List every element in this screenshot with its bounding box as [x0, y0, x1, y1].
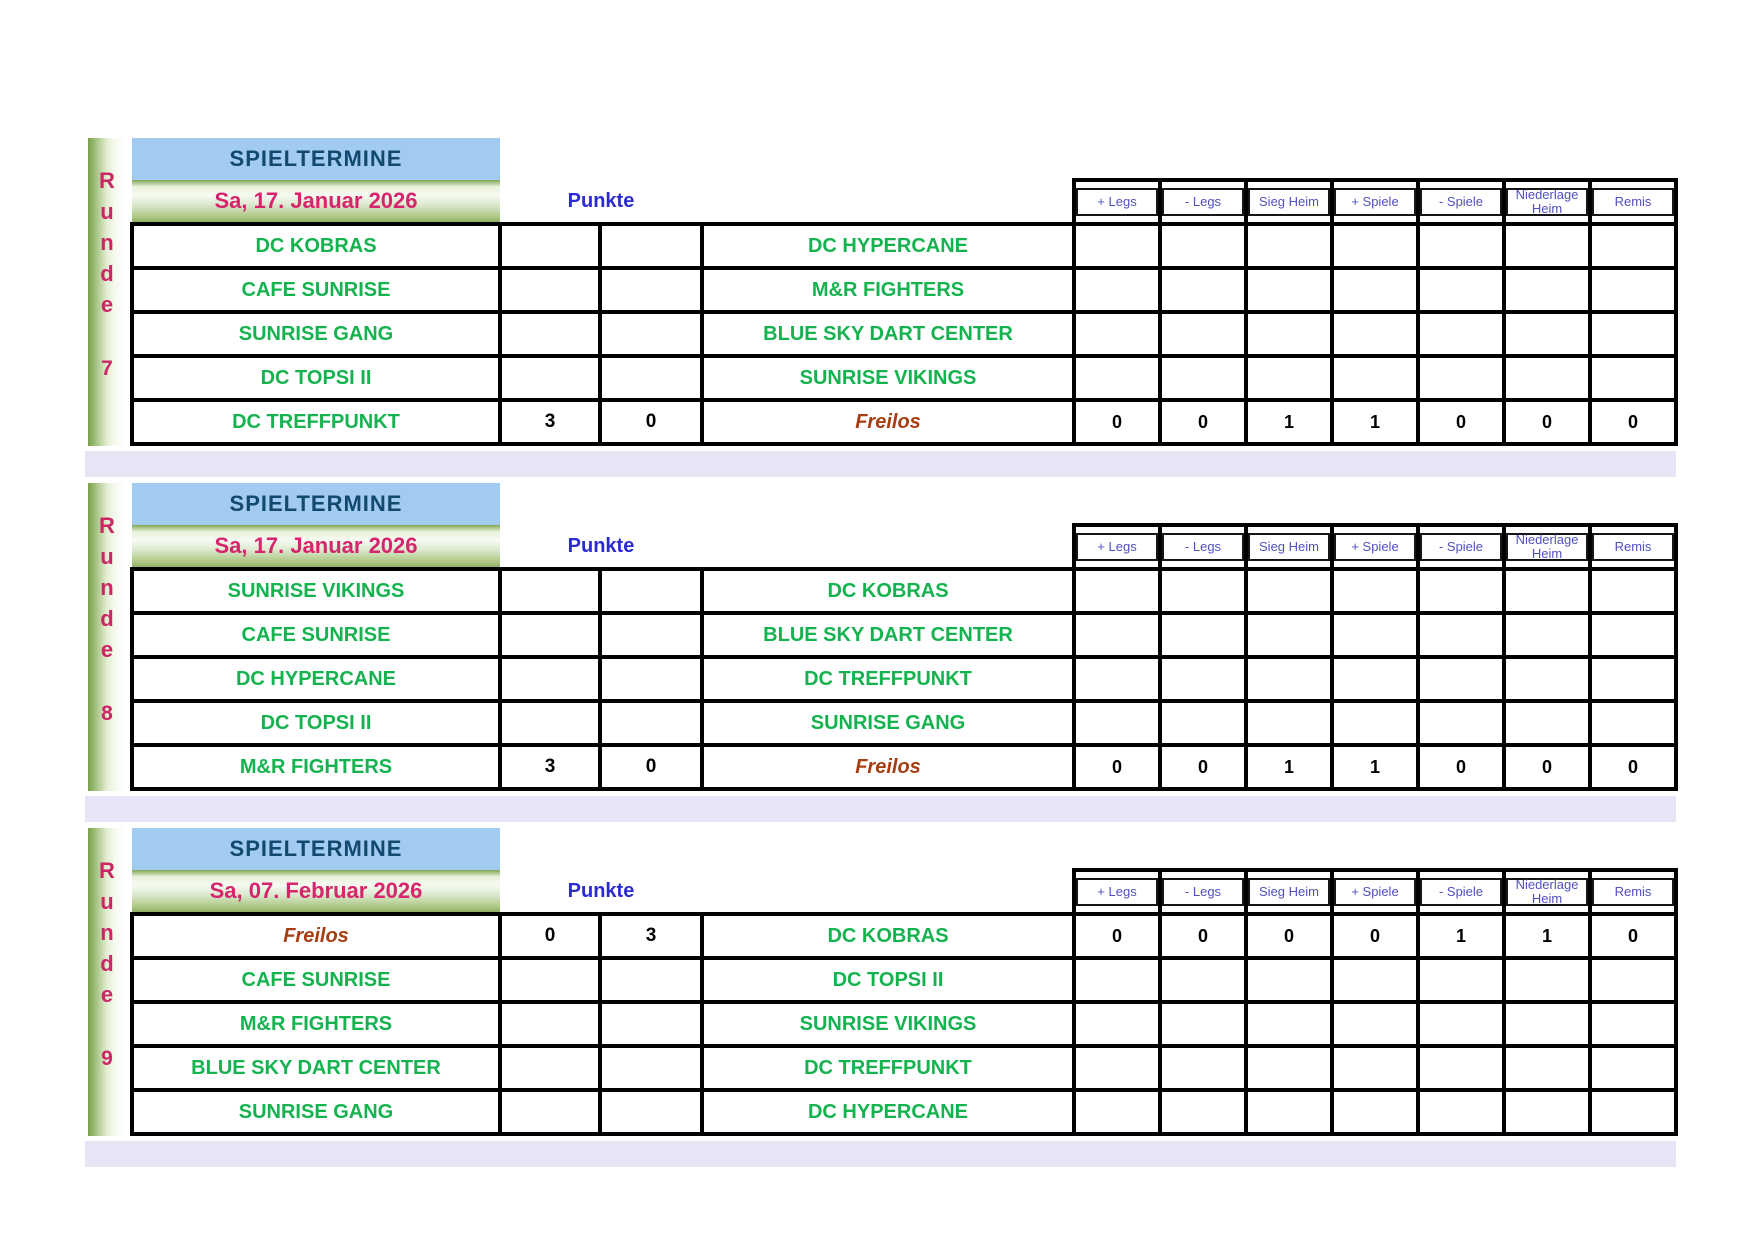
stat-value-cell	[1590, 268, 1676, 312]
blank-cell	[702, 525, 1074, 569]
stat-value-cell: 1	[1332, 400, 1418, 444]
stat-header-box: + Legs	[1076, 878, 1158, 906]
stat-value-cell	[1332, 312, 1418, 356]
away-points-cell	[600, 1046, 702, 1090]
away-team-cell: DC HYPERCANE	[702, 1090, 1074, 1134]
stat-value-cell	[1160, 701, 1246, 745]
away-team-cell: DC TREFFPUNKT	[702, 657, 1074, 701]
date-row	[132, 525, 1676, 569]
match-row	[132, 745, 1676, 789]
away-points-cell: 3	[600, 914, 702, 958]
stat-value-cell	[1246, 657, 1332, 701]
stat-value-cell: 1	[1504, 914, 1590, 958]
header-row	[132, 483, 1676, 525]
stat-header-box: Sieg Heim	[1248, 878, 1330, 906]
stat-value-cell: 0	[1504, 745, 1590, 789]
schedule-table	[130, 138, 1678, 446]
away-team-cell: BLUE SKY DART CENTER	[702, 312, 1074, 356]
stat-header-box: Sieg Heim	[1248, 188, 1330, 216]
stat-header-cell	[1074, 525, 1160, 569]
stat-value-cell	[1332, 613, 1418, 657]
away-team-cell: DC KOBRAS	[702, 914, 1074, 958]
stat-value-cell	[1418, 613, 1504, 657]
stat-value-cell	[1590, 701, 1676, 745]
stat-value-cell: 0	[1590, 400, 1676, 444]
stat-value-cell	[1418, 1002, 1504, 1046]
match-row	[132, 312, 1676, 356]
stat-value-cell	[1160, 613, 1246, 657]
stat-value-cell: 0	[1160, 745, 1246, 789]
stat-value-cell	[1590, 958, 1676, 1002]
home-points-cell: 3	[500, 745, 600, 789]
stat-header-box: Remis	[1592, 188, 1674, 216]
home-points-cell	[500, 268, 600, 312]
home-team-cell: M&R FIGHTERS	[132, 745, 500, 789]
stat-header-box: Niederlage Heim	[1506, 878, 1588, 906]
runde-label	[88, 855, 126, 1010]
home-team-cell: SUNRISE VIKINGS	[132, 569, 500, 613]
stat-value-cell	[1246, 569, 1332, 613]
stat-header-box: Remis	[1592, 533, 1674, 561]
stat-header-cell	[1590, 870, 1676, 914]
stat-value-cell	[1332, 224, 1418, 268]
schedule-table	[130, 828, 1678, 1136]
header-row	[132, 138, 1676, 180]
runde-letter: d	[100, 606, 114, 631]
match-row	[132, 224, 1676, 268]
home-points-cell	[500, 224, 600, 268]
away-team-cell: SUNRISE VIKINGS	[702, 1002, 1074, 1046]
stat-value-cell	[1504, 958, 1590, 1002]
stat-value-cell	[1504, 1090, 1590, 1134]
stat-value-cell	[1590, 1090, 1676, 1134]
stat-value-cell	[1246, 1046, 1332, 1090]
home-points-cell	[500, 701, 600, 745]
away-team-cell: M&R FIGHTERS	[702, 268, 1074, 312]
runde-bar	[88, 483, 126, 791]
blank-cell	[702, 180, 1074, 224]
stat-header-box: Niederlage Heim	[1506, 533, 1588, 561]
runde-number: 8	[101, 702, 113, 725]
stat-value-cell	[1504, 1046, 1590, 1090]
runde-bar	[88, 138, 126, 446]
stat-value-cell	[1074, 268, 1160, 312]
away-team-cell: DC TOPSI II	[702, 958, 1074, 1002]
stat-header-cell	[1504, 870, 1590, 914]
stat-header-cell	[1504, 180, 1590, 224]
stat-value-cell	[1504, 1002, 1590, 1046]
home-points-cell	[500, 657, 600, 701]
stat-value-cell	[1246, 1090, 1332, 1134]
stat-header-cell	[1160, 525, 1246, 569]
stat-value-cell	[1246, 701, 1332, 745]
stat-header-box: - Legs	[1162, 878, 1244, 906]
stat-value-cell	[1504, 356, 1590, 400]
schedule-document	[88, 138, 1678, 1173]
stat-value-cell	[1246, 356, 1332, 400]
stat-value-cell	[1074, 1090, 1160, 1134]
stat-value-cell: 0	[1590, 745, 1676, 789]
away-points-cell	[600, 613, 702, 657]
stat-value-cell: 0	[1246, 914, 1332, 958]
home-team-cell: DC TREFFPUNKT	[132, 400, 500, 444]
home-points-cell	[500, 958, 600, 1002]
away-team-cell: SUNRISE VIKINGS	[702, 356, 1074, 400]
home-points-cell	[500, 1002, 600, 1046]
home-points-cell	[500, 312, 600, 356]
stat-value-cell	[1418, 1090, 1504, 1134]
away-points-cell: 0	[600, 745, 702, 789]
home-points-cell	[500, 1046, 600, 1090]
runde-number: 7	[101, 357, 113, 380]
away-team-cell: DC HYPERCANE	[702, 224, 1074, 268]
stat-value-cell	[1074, 613, 1160, 657]
stat-value-cell: 0	[1504, 400, 1590, 444]
punkte-label: Punkte	[500, 525, 702, 569]
stat-value-cell	[1332, 569, 1418, 613]
stat-value-cell	[1074, 312, 1160, 356]
stat-value-cell	[1074, 1002, 1160, 1046]
separator-strip	[85, 1141, 1676, 1167]
stat-value-cell	[1246, 268, 1332, 312]
home-team-cell: BLUE SKY DART CENTER	[132, 1046, 500, 1090]
away-points-cell	[600, 356, 702, 400]
stat-value-cell: 1	[1246, 745, 1332, 789]
punkte-label: Punkte	[500, 870, 702, 914]
stat-value-cell	[1418, 312, 1504, 356]
match-row	[132, 569, 1676, 613]
schedule-header-cell: SPIELTERMINE	[132, 138, 500, 180]
stat-header-box: + Spiele	[1334, 878, 1416, 906]
away-points-cell	[600, 224, 702, 268]
schedule-header-cell: SPIELTERMINE	[132, 483, 500, 525]
blank-cell	[702, 870, 1074, 914]
away-points-cell	[600, 958, 702, 1002]
home-points-cell	[500, 356, 600, 400]
runde-label	[88, 165, 126, 320]
schedule-header-cell: SPIELTERMINE	[132, 828, 500, 870]
stat-value-cell	[1160, 958, 1246, 1002]
stat-header-box: - Legs	[1162, 533, 1244, 561]
away-points-cell	[600, 569, 702, 613]
stat-header-cell	[1504, 525, 1590, 569]
stat-value-cell: 0	[1074, 914, 1160, 958]
away-team-cell: BLUE SKY DART CENTER	[702, 613, 1074, 657]
stat-header-cell	[1246, 870, 1332, 914]
stat-value-cell	[1418, 657, 1504, 701]
stat-value-cell: 1	[1332, 745, 1418, 789]
stat-header-box: Remis	[1592, 878, 1674, 906]
runde-letter: R	[99, 513, 115, 538]
stat-value-cell	[1332, 268, 1418, 312]
stat-value-cell	[1504, 569, 1590, 613]
runde-letter: u	[100, 199, 114, 224]
separator-strip	[85, 451, 1676, 477]
stat-header-box: - Spiele	[1420, 188, 1502, 216]
away-points-cell: 0	[600, 400, 702, 444]
home-team-cell: DC HYPERCANE	[132, 657, 500, 701]
stat-value-cell	[1074, 569, 1160, 613]
stat-value-cell	[1246, 312, 1332, 356]
match-row	[132, 613, 1676, 657]
stat-value-cell	[1074, 657, 1160, 701]
stat-header-cell	[1246, 525, 1332, 569]
stat-value-cell	[1504, 613, 1590, 657]
match-row	[132, 1090, 1676, 1134]
stat-value-cell	[1590, 356, 1676, 400]
stat-header-cell	[1418, 180, 1504, 224]
home-points-cell: 3	[500, 400, 600, 444]
stat-value-cell	[1160, 312, 1246, 356]
away-points-cell	[600, 268, 702, 312]
stat-value-cell: 0	[1418, 400, 1504, 444]
stat-header-box: Niederlage Heim	[1506, 188, 1588, 216]
stat-value-cell	[1160, 1090, 1246, 1134]
stat-value-cell	[1590, 613, 1676, 657]
home-team-cell: CAFE SUNRISE	[132, 958, 500, 1002]
runde-letter: n	[100, 575, 114, 600]
schedule-table	[130, 483, 1678, 791]
stat-header-box: - Spiele	[1420, 533, 1502, 561]
stat-value-cell	[1418, 701, 1504, 745]
stat-value-cell	[1074, 701, 1160, 745]
away-team-cell: SUNRISE GANG	[702, 701, 1074, 745]
home-team-cell: CAFE SUNRISE	[132, 613, 500, 657]
home-team-cell: DC TOPSI II	[132, 701, 500, 745]
stat-value-cell	[1418, 356, 1504, 400]
stat-value-cell	[1418, 224, 1504, 268]
stat-header-cell	[1418, 870, 1504, 914]
stat-header-cell	[1332, 180, 1418, 224]
stat-value-cell	[1074, 224, 1160, 268]
runde-bar	[88, 828, 126, 1136]
stat-value-cell	[1418, 958, 1504, 1002]
away-points-cell	[600, 1002, 702, 1046]
date-row	[132, 180, 1676, 224]
home-points-cell	[500, 1090, 600, 1134]
stat-header-cell	[1160, 180, 1246, 224]
stat-value-cell	[1160, 657, 1246, 701]
stat-header-box: + Legs	[1076, 533, 1158, 561]
runde-letter: R	[99, 168, 115, 193]
away-points-cell	[600, 1090, 702, 1134]
runde-letter: n	[100, 230, 114, 255]
stat-value-cell	[1246, 958, 1332, 1002]
stat-value-cell	[1160, 268, 1246, 312]
away-points-cell	[600, 701, 702, 745]
runde-letter: e	[100, 637, 114, 662]
separator-strip	[85, 796, 1676, 822]
match-row	[132, 701, 1676, 745]
stat-value-cell: 0	[1332, 914, 1418, 958]
stat-value-cell	[1590, 1046, 1676, 1090]
away-team-cell: DC TREFFPUNKT	[702, 1046, 1074, 1090]
blank-cell	[500, 483, 1676, 525]
header-row	[132, 828, 1676, 870]
stat-value-cell	[1332, 657, 1418, 701]
stat-header-box: + Legs	[1076, 188, 1158, 216]
blank-cell	[500, 828, 1676, 870]
stat-header-cell	[1418, 525, 1504, 569]
stat-value-cell	[1160, 356, 1246, 400]
stat-value-cell	[1590, 569, 1676, 613]
stat-value-cell	[1504, 701, 1590, 745]
stat-header-box: Sieg Heim	[1248, 533, 1330, 561]
home-team-cell: M&R FIGHTERS	[132, 1002, 500, 1046]
match-row	[132, 914, 1676, 958]
stat-value-cell	[1590, 224, 1676, 268]
stat-value-cell: 0	[1074, 745, 1160, 789]
home-team-cell: SUNRISE GANG	[132, 1090, 500, 1134]
stat-header-cell	[1332, 525, 1418, 569]
date-cell: Sa, 17. Januar 2026	[132, 525, 500, 569]
stat-value-cell	[1590, 657, 1676, 701]
stat-value-cell: 0	[1418, 745, 1504, 789]
away-points-cell	[600, 657, 702, 701]
stat-value-cell	[1246, 224, 1332, 268]
round-block	[88, 828, 1678, 1167]
stat-value-cell	[1504, 312, 1590, 356]
stat-header-box: - Spiele	[1420, 878, 1502, 906]
stat-value-cell	[1418, 569, 1504, 613]
match-row	[132, 1002, 1676, 1046]
runde-letter: d	[100, 951, 114, 976]
away-points-cell	[600, 312, 702, 356]
runde-letter: e	[100, 982, 114, 1007]
home-points-cell	[500, 569, 600, 613]
home-points-cell: 0	[500, 914, 600, 958]
stat-value-cell	[1590, 312, 1676, 356]
stat-value-cell	[1074, 958, 1160, 1002]
home-team-cell: SUNRISE GANG	[132, 312, 500, 356]
stat-value-cell: 0	[1160, 914, 1246, 958]
match-row	[132, 657, 1676, 701]
stat-value-cell	[1504, 224, 1590, 268]
stat-value-cell	[1332, 701, 1418, 745]
runde-letter: e	[100, 292, 114, 317]
stat-header-box: - Legs	[1162, 188, 1244, 216]
stat-value-cell	[1332, 958, 1418, 1002]
stat-value-cell: 0	[1590, 914, 1676, 958]
home-team-cell: Freilos	[132, 914, 500, 958]
stat-value-cell	[1590, 1002, 1676, 1046]
stat-value-cell	[1332, 1090, 1418, 1134]
match-row	[132, 268, 1676, 312]
stat-value-cell	[1332, 1046, 1418, 1090]
stat-value-cell	[1246, 613, 1332, 657]
stat-value-cell	[1504, 268, 1590, 312]
stat-header-cell	[1160, 870, 1246, 914]
stat-header-cell	[1332, 870, 1418, 914]
runde-letter: d	[100, 261, 114, 286]
match-row	[132, 400, 1676, 444]
date-cell: Sa, 07. Februar 2026	[132, 870, 500, 914]
runde-letter: R	[99, 858, 115, 883]
stat-value-cell: 0	[1160, 400, 1246, 444]
round-block	[88, 138, 1678, 477]
stat-header-cell	[1074, 180, 1160, 224]
home-team-cell: DC KOBRAS	[132, 224, 500, 268]
punkte-label: Punkte	[500, 180, 702, 224]
date-row	[132, 870, 1676, 914]
stat-value-cell	[1160, 1002, 1246, 1046]
stat-value-cell	[1332, 356, 1418, 400]
stat-value-cell: 1	[1246, 400, 1332, 444]
home-points-cell	[500, 613, 600, 657]
runde-number: 9	[101, 1047, 113, 1070]
away-team-cell: DC KOBRAS	[702, 569, 1074, 613]
stat-value-cell	[1332, 1002, 1418, 1046]
away-team-cell: Freilos	[702, 400, 1074, 444]
away-team-cell: Freilos	[702, 745, 1074, 789]
stat-value-cell	[1418, 268, 1504, 312]
home-team-cell: CAFE SUNRISE	[132, 268, 500, 312]
stat-header-cell	[1246, 180, 1332, 224]
runde-label	[88, 510, 126, 665]
stat-value-cell	[1504, 657, 1590, 701]
stat-header-cell	[1590, 180, 1676, 224]
stat-value-cell: 1	[1418, 914, 1504, 958]
stat-value-cell: 0	[1074, 400, 1160, 444]
stat-value-cell	[1160, 1046, 1246, 1090]
match-row	[132, 356, 1676, 400]
round-block	[88, 483, 1678, 822]
match-row	[132, 1046, 1676, 1090]
stat-header-cell	[1590, 525, 1676, 569]
match-row	[132, 958, 1676, 1002]
date-cell: Sa, 17. Januar 2026	[132, 180, 500, 224]
home-team-cell: DC TOPSI II	[132, 356, 500, 400]
blank-cell	[500, 138, 1676, 180]
stat-header-box: + Spiele	[1334, 188, 1416, 216]
runde-letter: u	[100, 544, 114, 569]
stat-value-cell	[1074, 356, 1160, 400]
stat-value-cell	[1160, 569, 1246, 613]
stat-value-cell	[1160, 224, 1246, 268]
runde-letter: n	[100, 920, 114, 945]
stat-header-box: + Spiele	[1334, 533, 1416, 561]
stat-value-cell	[1074, 1046, 1160, 1090]
stat-value-cell	[1418, 1046, 1504, 1090]
stat-value-cell	[1246, 1002, 1332, 1046]
stat-header-cell	[1074, 870, 1160, 914]
runde-letter: u	[100, 889, 114, 914]
